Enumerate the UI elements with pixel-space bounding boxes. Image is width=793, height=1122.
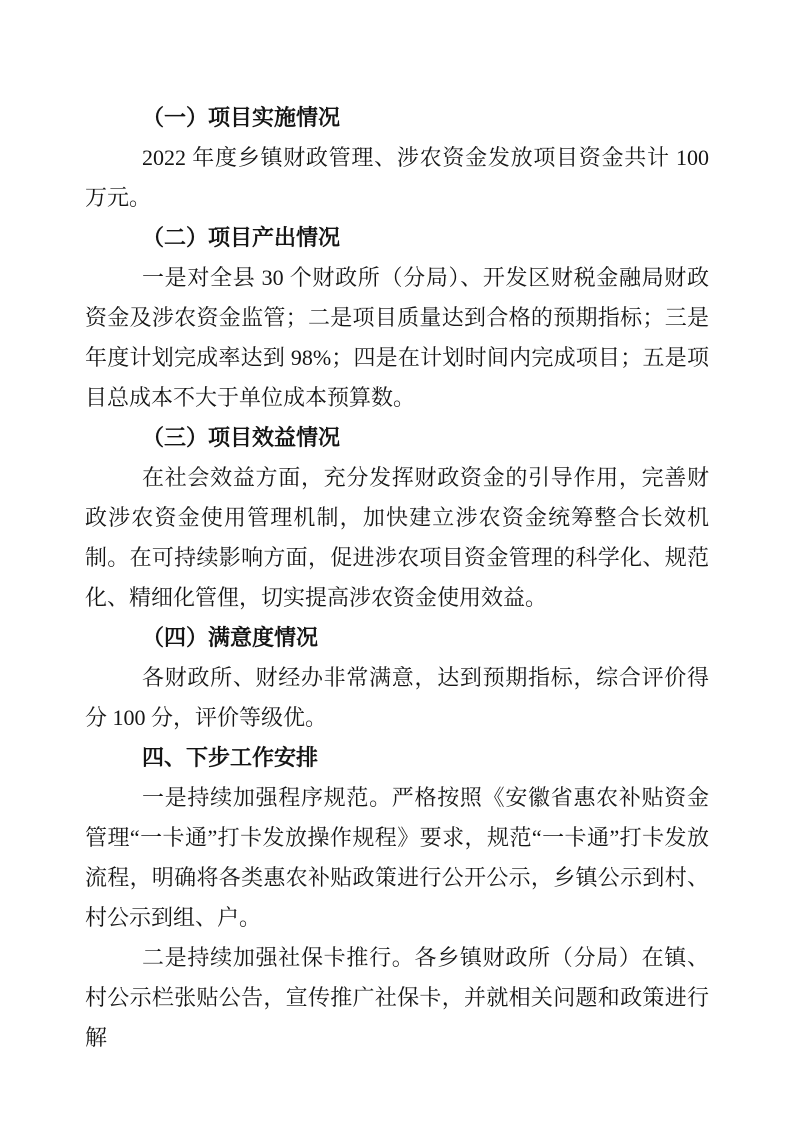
paragraph: 二是持续加强社保卡推行。各乡镇财政所（分局）在镇、村公示栏张贴公告，宣传推广社保卡，并就相关问题和政策进行解 <box>85 945 709 1050</box>
paragraph: 一是对全县 30 个财政所（分局）、开发区财税金融局财政资金及涉农资金监管；二是项目质量达到合格的预期指标；三是年度计划完成率达到 98%；四是在计划时间内完成项目；五是项目总成本不大于单位成本预算数。 <box>85 265 709 410</box>
section-heading: （四）满意度情况 <box>142 625 319 650</box>
paragraph: 2022 年度乡镇财政管理、涉农资金发放项目资金共计 100 万元。 <box>85 145 709 210</box>
section-heading: （三）项目效益情况 <box>142 425 341 450</box>
section-heading: 四、下步工作安排 <box>142 745 319 770</box>
paragraph: 一是持续加强程序规范。严格按照《安徽省惠农补贴资金管理“一卡通”打卡发放操作规程》要求，规范“一卡通”打卡发放流程，明确将各类惠农补贴政策进行公开公示，乡镇公示到村、村公示到组、户。 <box>85 785 709 930</box>
document-body <box>85 98 709 1058</box>
paragraph: 各财政所、财经办非常满意，达到预期指标，综合评价得分 100 分，评价等级优。 <box>85 665 709 730</box>
section-heading: （二）项目产出情况 <box>142 225 341 250</box>
paragraph: 在社会效益方面，充分发挥财政资金的引导作用，完善财政涉农资金使用管理机制，加快建立涉农资金统筹整合长效机制。在可持续影响方面，促进涉农项目资金管理的科学化、规范化、精细化管俚，切实提高涉农资金使用效益。 <box>85 465 709 610</box>
section-heading: （一）项目实施情况 <box>142 105 341 130</box>
